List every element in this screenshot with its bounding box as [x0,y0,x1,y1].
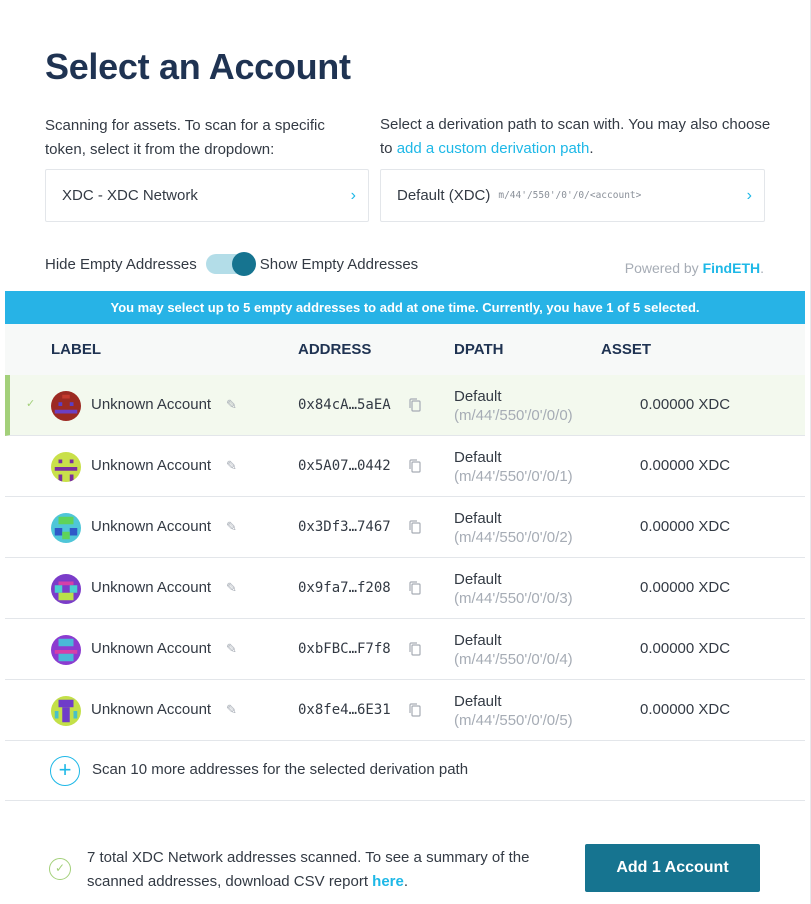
check-icon: ✓ [26,398,36,410]
account-address: 0x9fa7…f208 [298,580,391,596]
plus-circle-icon[interactable]: + [50,756,80,786]
token-select[interactable] [45,169,369,222]
copy-icon[interactable] [409,642,422,656]
account-dpath: Default (m/44'/550'/0'/0/3) [454,571,573,607]
account-asset: 0.00000 XDC [640,396,731,413]
scan-more-text[interactable]: Scan 10 more addresses for the selected derivation path [92,761,469,778]
account-address: 0xbFBC…F7f8 [298,641,391,657]
account-address: 0x84cA…5aEA [298,397,391,413]
edit-label-icon[interactable]: ✎ [226,702,237,717]
account-label: Unknown Account [91,579,212,596]
table-header [5,324,805,375]
token-select-value: XDC - XDC Network [62,187,198,204]
account-dpath: Default (m/44'/550'/0'/0/1) [454,449,573,485]
account-row[interactable] [5,558,805,619]
scan-summary: 7 total XDC Network addresses scanned. To see a summary of the scanned addresses, download CSV report here. [87,849,530,890]
account-label: Unknown Account [91,701,212,718]
page-title: Select an Account [45,46,351,87]
scan-more-row[interactable] [5,741,805,801]
account-asset: 0.00000 XDC [640,579,731,596]
account-row[interactable] [5,375,805,436]
edit-label-icon[interactable]: ✎ [226,580,237,595]
account-address: 0x3Df3…7467 [298,519,391,535]
path-description: Select a derivation path to scan with. You may also choose to add a custom derivation path. [380,116,771,157]
account-dpath: Default (m/44'/550'/0'/0/0) [454,388,573,424]
identicon-avatar [51,574,81,604]
identicon-avatar [51,391,81,421]
copy-icon[interactable] [409,520,422,534]
header-label: LABEL [51,341,101,358]
add-account-button[interactable]: Add 1 Account [585,844,760,892]
custom-path-link[interactable]: add a custom derivation path [396,140,590,157]
copy-icon[interactable] [409,703,422,717]
identicon-avatar [51,513,81,543]
account-asset: 0.00000 XDC [640,701,731,718]
header-address: ADDRESS [298,341,372,358]
show-empty-label: Show Empty Addresses [259,255,419,273]
account-row[interactable] [5,497,805,558]
edit-label-icon[interactable]: ✎ [226,458,237,473]
account-label: Unknown Account [91,640,212,657]
header-asset: ASSET [601,341,652,358]
findeth-link[interactable]: FindETH [702,260,761,276]
empty-addresses-toggle-row [45,254,418,274]
copy-icon[interactable] [409,398,422,412]
path-select-path: m/44'/550'/0'/0/<account> [498,190,642,201]
account-asset: 0.00000 XDC [640,457,731,474]
chevron-right-icon: › [746,187,752,204]
account-address: 0x8fe4…6E31 [298,702,391,718]
account-dpath: Default (m/44'/550'/0'/0/5) [454,693,573,729]
selection-info-banner: You may select up to 5 empty addresses to add at one time. Currently, you have 1 of 5 selected. [5,291,805,324]
toggle-knob [232,252,256,276]
account-dpath: Default (m/44'/550'/0'/0/2) [454,510,573,546]
edit-label-icon[interactable]: ✎ [226,397,237,412]
edit-label-icon[interactable]: ✎ [226,519,237,534]
empty-addresses-toggle[interactable] [206,254,254,274]
account-asset: 0.00000 XDC [640,518,731,535]
account-label: Unknown Account [91,396,212,413]
derivation-path-select[interactable] [380,169,765,222]
account-row[interactable] [5,436,805,497]
hide-empty-label: Hide Empty Addresses [45,255,197,273]
path-select-name: Default (XDC) [397,187,491,204]
account-address: 0x5A07…0442 [298,458,391,474]
account-row[interactable] [5,619,805,680]
account-row[interactable] [5,680,805,741]
identicon-avatar [51,696,81,726]
account-dpath: Default (m/44'/550'/0'/0/4) [454,632,573,668]
csv-report-link[interactable]: here [372,873,404,890]
edit-label-icon[interactable]: ✎ [226,641,237,656]
identicon-avatar [51,635,81,665]
copy-icon[interactable] [409,581,422,595]
copy-icon[interactable] [409,459,422,473]
token-description: Scanning for assets. To scan for a specific token, select it from the dropdown: [45,117,325,158]
chevron-right-icon: › [350,187,356,204]
identicon-avatar [51,452,81,482]
account-label: Unknown Account [91,457,212,474]
check-circle-icon: ✓ [49,858,71,880]
account-label: Unknown Account [91,518,212,535]
powered-by: Powered by FindETH. [624,260,764,276]
header-dpath: DPATH [454,341,504,358]
account-asset: 0.00000 XDC [640,640,731,657]
